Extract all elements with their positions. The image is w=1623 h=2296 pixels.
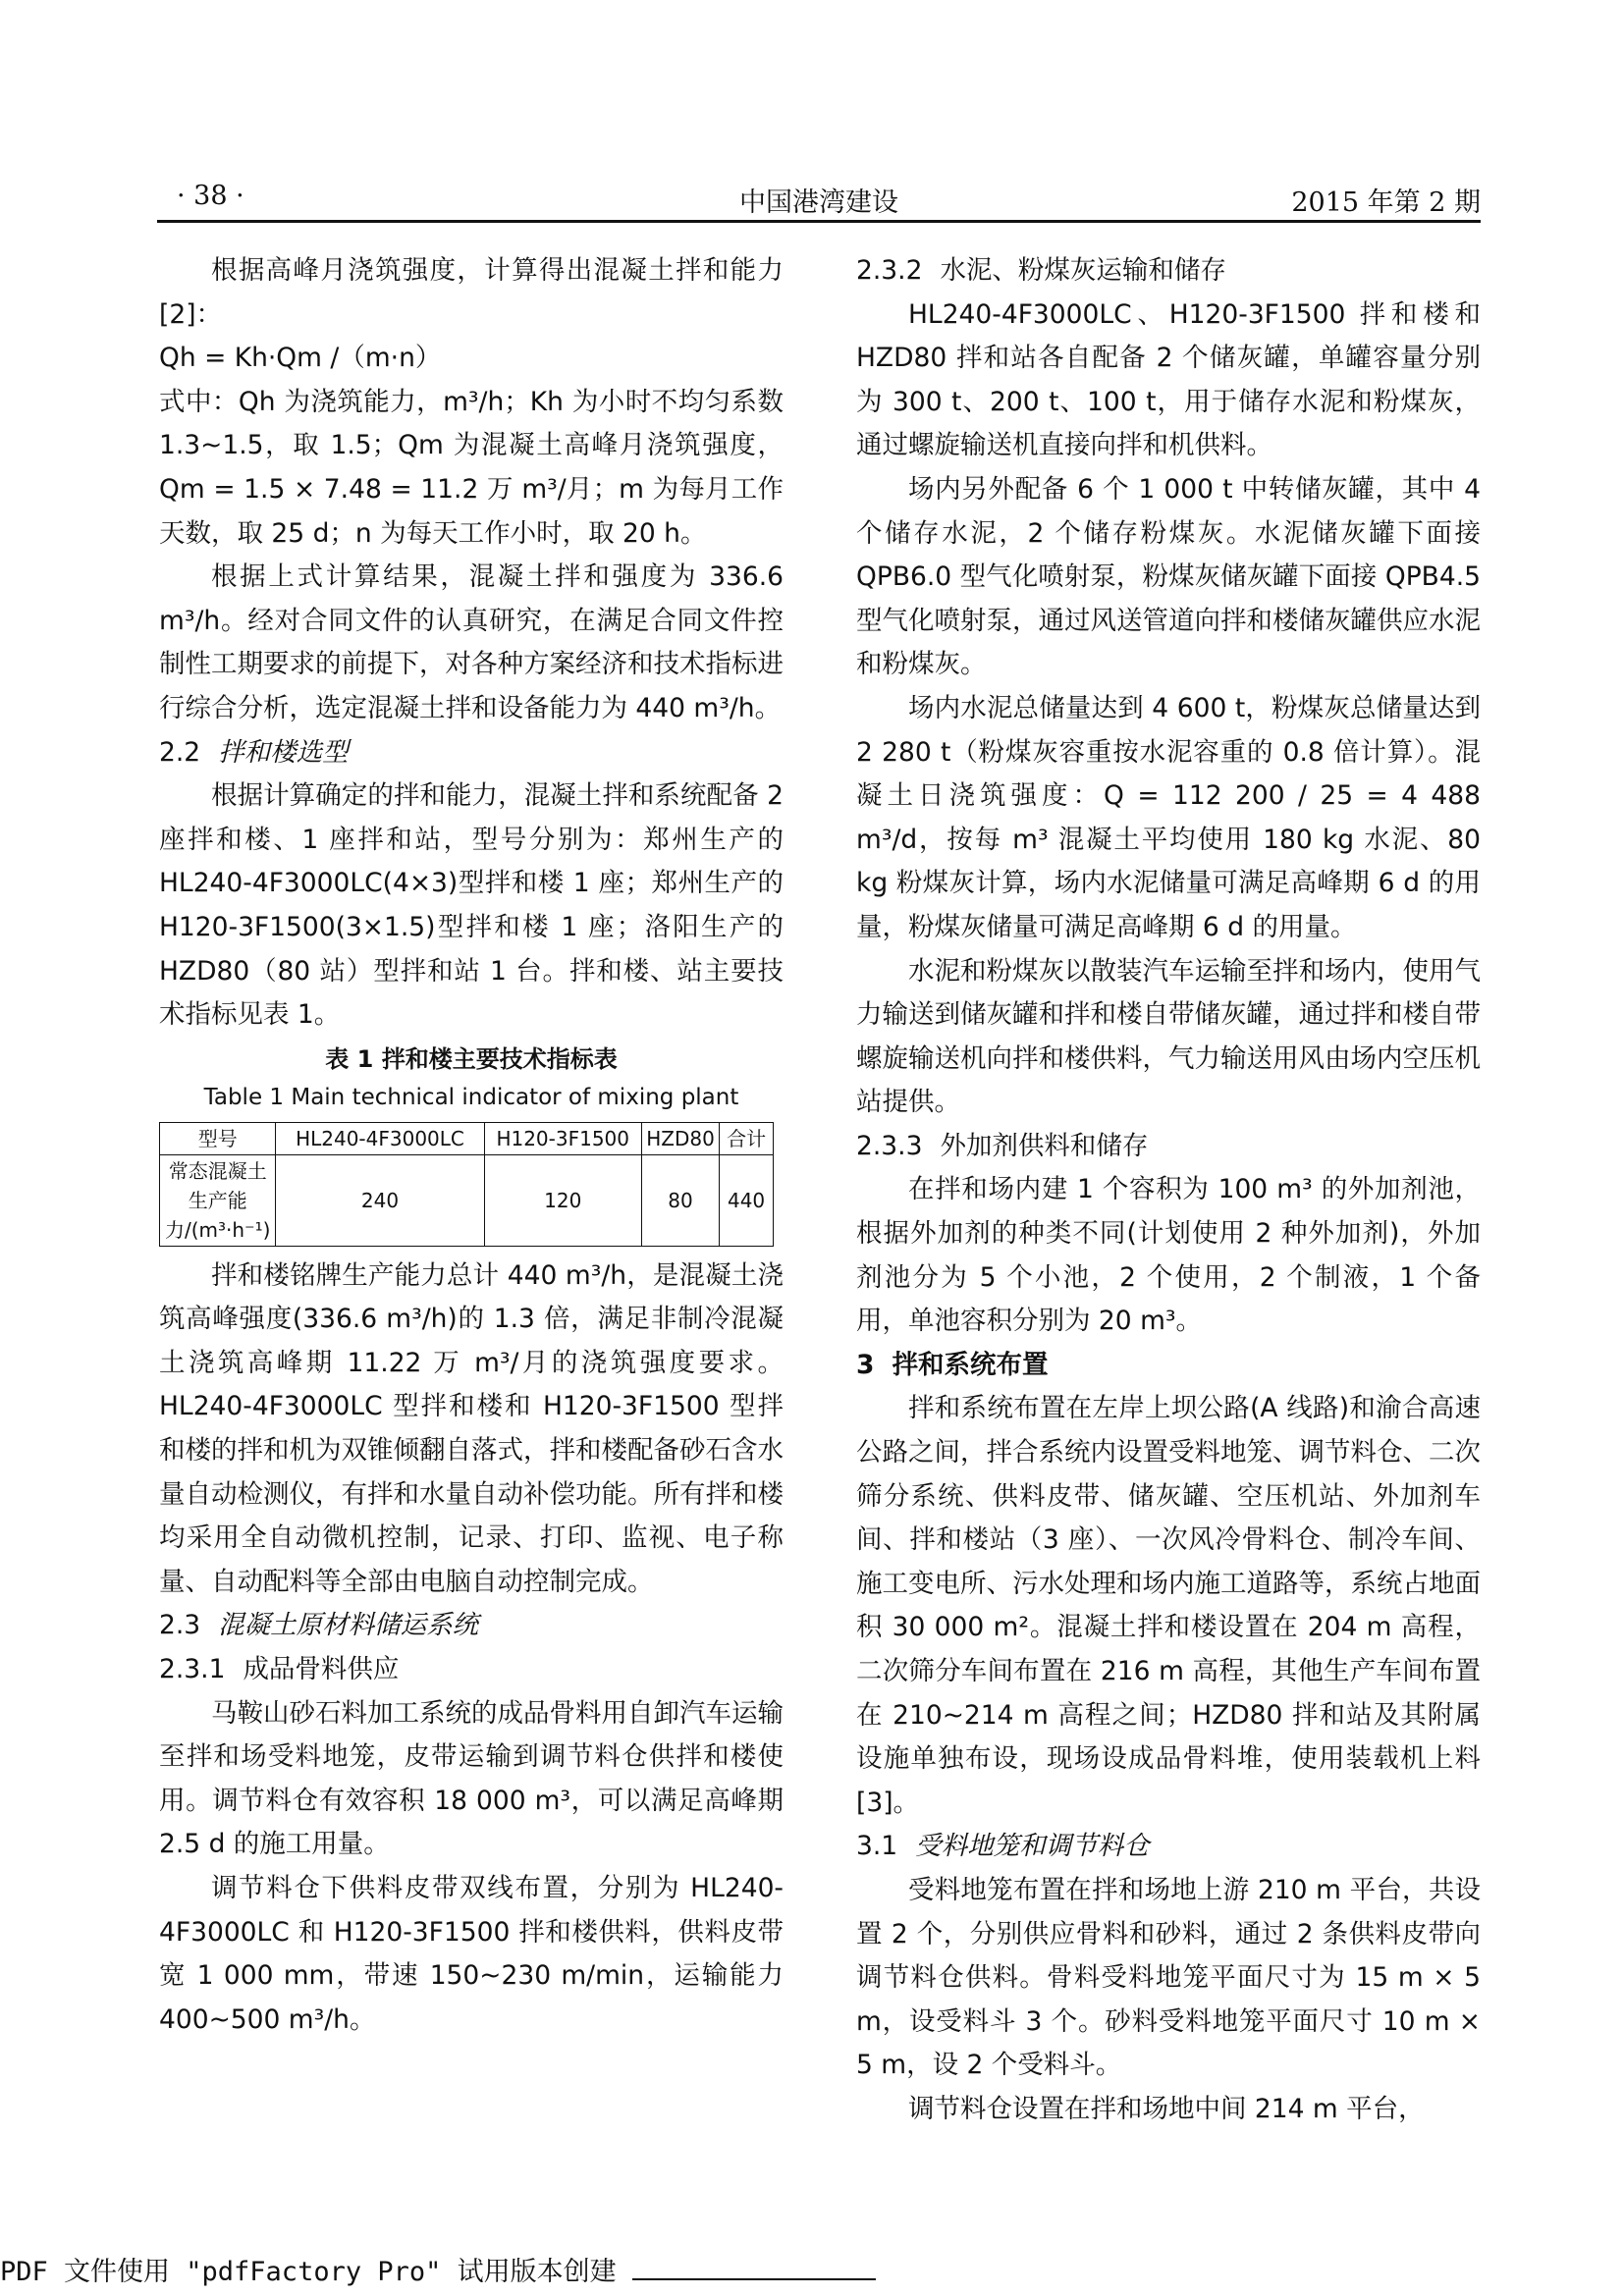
section-number: 2.3.1	[159, 1654, 226, 1685]
section-number: 2.2	[159, 736, 201, 768]
table-caption-en: Table 1 Main technical indicator of mixing plant	[203, 1084, 739, 1110]
table-header-cell: 型号	[160, 1122, 276, 1154]
section-heading-3	[856, 1344, 1481, 1388]
section-title: 拌和系统布置	[892, 1349, 1049, 1380]
section-title: 受料地笼和调节料仓	[915, 1831, 1150, 1862]
table-cell: 440	[720, 1154, 774, 1246]
paragraph: 马鞍山砂石料加工系统的成品骨料用自卸汽车运输至拌和场受料地笼，皮带运输到调节料仓供拌和楼使用。调节料仓有效容积 18 000 m³，可以满足高峰期 2.5 d 的施工用量。	[159, 1697, 784, 1860]
paragraph: 拌和楼铭牌生产能力总计 440 m³/h，是混凝土浇筑高峰强度(336.6 m³/h)的 1.3 倍，满足非制冷混凝土浇筑高峰期 11.22 万 m³/月的浇筑强度要求。HL240-4F3000LC 型拌和楼和 H120-3F1500 型拌和楼的拌和机为双锥倾翻自落式，拌和楼配备砂石含水量自动检测仪，有拌和水量自动补偿功能。所有拌和楼均采用全自动微机控制，记录、打印、监视、电子称量、自动配料等全部由电脑自动控制完成。	[159, 1259, 784, 1597]
section-number: 3	[856, 1349, 875, 1380]
section-heading-2-3-2	[856, 249, 1481, 294]
table-header-cell: HZD80	[641, 1122, 719, 1154]
table-cell: 80	[641, 1154, 719, 1246]
section-title: 混凝土原材料储运系统	[218, 1610, 479, 1641]
footer-underline	[632, 2255, 876, 2280]
section-number: 2.3	[159, 1610, 201, 1641]
formula: Qh = Kh·Qm /（m·n）	[159, 343, 442, 374]
header-rule	[157, 220, 1481, 223]
page-number: · 38 ·	[177, 181, 244, 211]
footer-text: PDF 文件使用 "pdfFactory Pro" 试用版本创建	[0, 2257, 632, 2287]
table-row	[160, 1154, 774, 1246]
table-header-cell: H120-3F1500	[484, 1122, 641, 1154]
paragraph: 受料地笼布置在拌和场地上游 210 m 平台，共设置 2 个，分别供应骨料和砂料，通过 2 条供料皮带向调节料仓供料。骨料受料地笼平面尺寸为 15 m × 5 m，设受料斗 3 个。砂料受料地笼平面尺寸 10 m × 5 m，设 2 个受料斗。	[856, 1874, 1481, 2081]
paragraph: 场内水泥总储量达到 4 600 t，粉煤灰总储量达到 2 280 t（粉煤灰容重按水泥容重的 0.8 倍计算）。混凝土日浇筑强度：Q = 112 200 / 25 = 4 488 m³/d，按每 m³ 混凝土平均使用 180 kg 水泥、80 kg 粉煤灰计算，场内水泥储量可满足高峰期 6 d 的用量，粉煤灰储量可满足高峰期 6 d 的用量。	[856, 692, 1481, 942]
paragraph: HL240-4F3000LC、H120-3F1500 拌和楼和 HZD80 拌和站各自配备 2 个储灰罐，单罐容量分别为 300 t、200 t、100 t，用于储存水泥和粉煤灰，通过螺旋输送机直接向拌和机供料。	[856, 298, 1481, 461]
indicator-table	[159, 1122, 774, 1247]
issue-label: 2015 年第 2 期	[1291, 187, 1481, 218]
paragraph: 根据上式计算结果，混凝土拌和强度为 336.6 m³/h。经对合同文件的认真研究，在满足合同文件控制性工期要求的前提下，对各种方案经济和技术指标进行综合分析，选定混凝土拌和设备能力为 440 m³/h。	[159, 561, 784, 723]
section-heading-2-3-3	[856, 1125, 1481, 1169]
section-title: 成品骨料供应	[243, 1654, 400, 1685]
section-heading-2-3-1	[159, 1648, 784, 1692]
section-number: 3.1	[856, 1831, 898, 1862]
paragraph: 式中：Qh 为浇筑能力，m³/h；Kh 为小时不均匀系数 1.3~1.5，取 1.5；Qm 为混凝土高峰月浇筑强度，Qm = 1.5 × 7.48 = 11.2 万 m³/月；m 为每月工作天数，取 25 d；n 为每天工作小时，取 20 h。	[159, 386, 784, 549]
page-header	[157, 175, 1481, 218]
paragraph: 调节料仓设置在拌和场地中间 214 m 平台，	[908, 2093, 1425, 2124]
paragraph: 在拌和场内建 1 个容积为 100 m³ 的外加剂池，根据外加剂的种类不同(计划使用 2 种外加剂)，外加剂池分为 5 个小池，2 个使用，2 个制液，1 个备用，单池容积分别为 20 m³。	[856, 1174, 1481, 1337]
section-title: 拌和楼选型	[218, 736, 349, 768]
table-caption-cn: 表 1 拌和楼主要技术指标表	[325, 1044, 618, 1073]
section-heading-3-1	[856, 1825, 1481, 1869]
section-title: 外加剂供料和储存	[940, 1130, 1149, 1161]
table-cell: 120	[484, 1154, 641, 1246]
table-header-cell: 合计	[720, 1122, 774, 1154]
section-title: 水泥、粉煤灰运输和储存	[940, 255, 1226, 286]
section-heading-2-3	[159, 1604, 784, 1648]
journal-title: 中国港湾建设	[739, 187, 898, 218]
pdf-watermark-footer	[0, 2250, 876, 2288]
table-cell: 240	[276, 1154, 484, 1246]
paragraph: 根据高峰月浇筑强度，计算得出混凝土拌和能力[2]：	[159, 255, 784, 330]
section-heading-2-2	[159, 731, 784, 775]
table-cell: 常态混凝土生产能力/(m³·h⁻¹)	[160, 1154, 276, 1246]
paragraph: 根据计算确定的拌和能力，混凝土拌和系统配备 2 座拌和楼、1 座拌和站，型号分别为：郑州生产的 HL240-4F3000LC(4×3)型拌和楼 1 座；郑州生产的 H120-3F1500(3×1.5)型拌和楼 1 座；洛阳生产的 HZD80（80 站）型拌和站 1 台。拌和楼、站主要技术指标见表 1。	[159, 780, 784, 1031]
paragraph: 拌和系统布置在左岸上坝公路(A 线路)和渝合高速公路之间，拌合系统内设置受料地笼、调节料仓、二次筛分系统、供料皮带、储灰罐、空压机站、外加剂车间、拌和楼站（3 座）、一次风冷骨料仓、制冷车间、施工变电所、污水处理和场内施工道路等，系统占地面积 30 000 m²。混凝土拌和楼设置在 204 m 高程，二次筛分车间布置在 216 m 高程，其他生产车间布置在 210~214 m 高程之间；HZD80 拌和站及其附属设施单独布设，现场设成品骨料堆，使用装载机上料[3]。	[856, 1393, 1481, 1818]
table-header-cell: HL240-4F3000LC	[276, 1122, 484, 1154]
paragraph: 场内另外配备 6 个 1 000 t 中转储灰罐，其中 4 个储存水泥，2 个储存粉煤灰。水泥储灰罐下面接 QPB6.0 型气化喷射泵，粉煤灰储灰罐下面接 QPB4.5 型气化喷射泵，通过风送管道向拌和楼储灰罐供应水泥和粉煤灰。	[856, 473, 1481, 680]
section-number: 2.3.3	[856, 1130, 923, 1161]
paragraph: 水泥和粉煤灰以散装汽车运输至拌和场内，使用气力输送到储灰罐和拌和楼自带储灰罐，通过拌和楼自带螺旋输送机向拌和楼供料，气力输送用风由场内空压机站提供。	[856, 955, 1481, 1118]
table-row	[160, 1122, 774, 1154]
right-column	[856, 249, 1481, 2132]
paragraph: 调节料仓下供料皮带双线布置，分别为 HL240-4F3000LC 和 H120-3F1500 拌和楼供料，供料皮带宽 1 000 mm，带速 150~230 m/min，运输能力 400~500 m³/h。	[159, 1873, 784, 2035]
section-number: 2.3.2	[856, 255, 923, 286]
left-column	[159, 249, 784, 2042]
